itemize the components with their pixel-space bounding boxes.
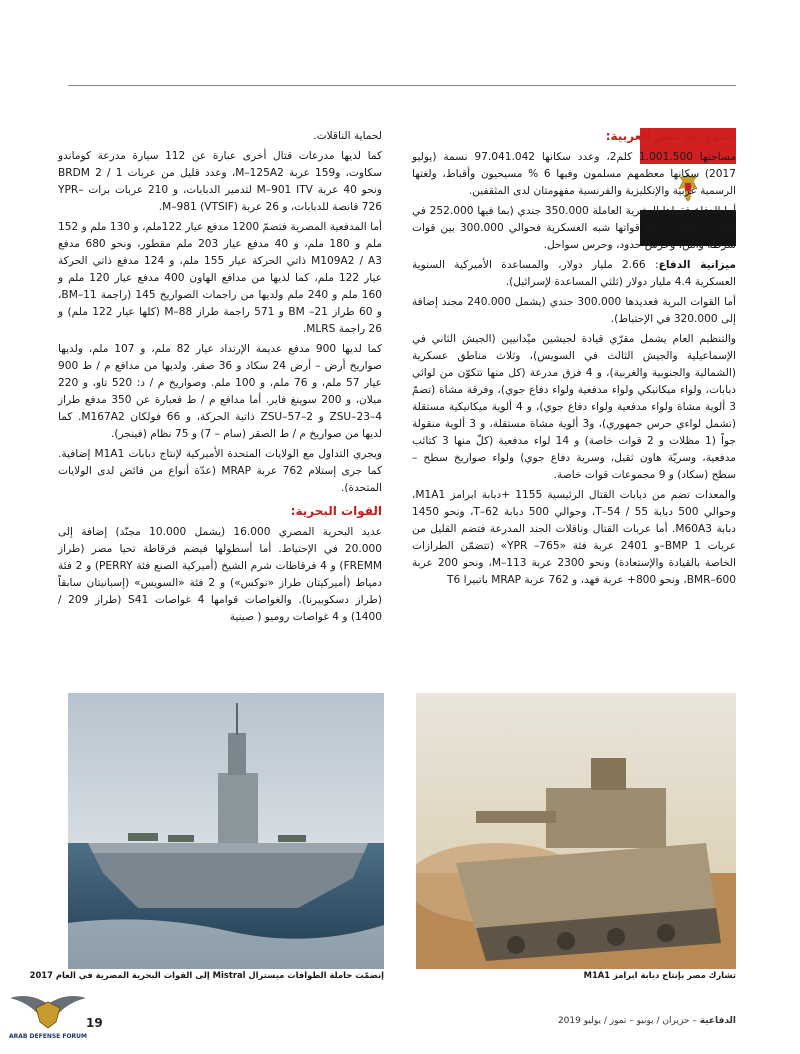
page-number: 19	[86, 1016, 103, 1030]
budget-label: ميزانية الدفاع	[658, 259, 736, 271]
paragraph-ground-forces: أما القوات البرية فعديدها 300.000 جندي (يشمل 240.000 مجند إضافة إلى 320.000 في الإحتياط).	[412, 296, 736, 325]
paragraph-equipment: والمعدات تضم من دبابات القتال الرئيسية 1155 +دبابة ابرامز M1A1، وحوالي 500 دبابة T–54 / 55، وحوالي 500 دبابة T–62، ونحو 1450 دبابة M60A3. أما عربات القتال وناقلات الجند المدرعة فتضم القليل من عربات BMP 1–و 2401 عربة فئة «YPR –765» (تتضمّن الطرازات الخاصة بالقيادة والإستعادة) ونحو 2300 عربة M–113، ونحو 200 عربة BMR–600، ونحو 800+ عربة فهد، و 762 عربة MRAP باتبيرا T6	[412, 489, 737, 586]
ship-photo-caption: إنضمّت حاملة الطوافات ميسترال Mistral إلى القوات البحرية المصرية في العام 2017	[29, 970, 384, 980]
section-title-navy: القوات البحرية:	[290, 504, 382, 518]
magazine-name: الدفاعية	[699, 1016, 736, 1026]
paragraph-us-cooperation: ويجري التداول مع الولايات المتحدة الأميركية لإنتاج دبابات M1A1 إضافية. كما جرى إستلام 762 عربة MRAP (عدّة أنواع من فائض لدى الولايات المتحدة).	[58, 448, 383, 494]
paragraph-manpower: أما الدفاع فقواها البشرية العاملة 350.000 جندي (بما فيها 252.000 في الخدمة الإجبارية. أما قواتها شبه العسكرية فحوالي 300.000 بين قوات شرطة وأمن، وحرس حدود، وحرس سواحل.	[412, 205, 737, 251]
paragraph-tanker-protection: لحماية الناقلات.	[313, 130, 382, 142]
paragraph-organization: والتنظيم العام يشمل مقرّي قيادة لجيشين ميْدانيين (الجيش الثاني في الإسماعيلية والجيش الثالث في السويس)، وثلاث مناطق عسكرية (الشمالية والجنوبية والغربية)، و 4 فرق مدرعة (كل منها تتكوّن من لوائي دبابات، ولواء ميكانيكي ولواء مدفعية ولواء دفاع جوي)، وفرقة مشاة (تضمّ 3 ألوية مشاة ولواء مدفعية ولواء دفاع جوي)، و 4 ألوية ميكانيكية مستقلة (تشمل لواءي حرس جمهوري)، و3 ألوية مشاة مستقلة، و 3 ألوية منقولة جواً (1 مظلات و 2 قوات خاصة) و 14 لواء مدفعية (كلّ منها 3 كتائب مدفعية، وسريّة هاون ثقيل، وسرية دفاع جوي) ولواء صواريخ سطح – سطح (سكاد) و 9 مجموعات قوات خاصة.	[412, 333, 737, 481]
top-rule	[68, 85, 736, 86]
forum-logo-icon	[0, 990, 96, 1050]
section-title-egypt: جمهورية مصر العربية:	[605, 129, 736, 143]
paragraph-budget	[412, 257, 736, 291]
tank-photo-caption: تشارك مصر بإنتاج دبابة ابرامز M1A1	[583, 970, 736, 980]
footer-issue	[558, 1016, 736, 1026]
paragraph-area-population: مساحتها 1.001.500 كلم2، وعدد سكانها 97.041.042 نسمة (يوليو 2017) سكانها معظمهم مسلمون وفيها 6 % مسيحيون وأقباط، ولغتها الرسمية عربية والإنكليزية والفرنسية مفهومتان لدى المثقفين.	[412, 151, 737, 197]
paragraph-armored-vehicles: كما لديها مدرعات قتال أخرى عبارة عن 112 سيارة مدرعة كوماندو سكاوت، و159 عربة M–125A2، وعدد قليل من عربات 1 / BRDM 2 ونحو 40 عربة M–901 ITV لتدمير الدبابات، و 210 عربات برات YPR–726 قانصة للدبابات، و 26 عربة M–981 (VTSIF).	[58, 150, 382, 213]
continued-section	[58, 128, 382, 629]
paragraph-artillery: أما المدفعية المصرية فتضمّ 1200 مدفع عيار 122ملم، و 130 ملم و 152 ملم و 180 ملم، و 40 مدفع عيار 203 ملم مقطور، ونحو 680 مدفع M109A2 / A3 ذاتي الحركة عيار 155 ملم، و 124 مدفع ذاتي الحركة عيار 122 ملم، كما لديها من مدافع الهاون 400 مدفع عيار 120 ملم و 160 ملم و 240 ملم ولديها من راجمات الصواريخ 145 (راجمة BM–11، و 60 طراز BM –21 و 571 راجمة طراز M–88 (كلها عيار 122 ملم) و 26 راجمة MLRS.	[58, 221, 383, 335]
forum-logo-text: ARAB DEFENSE FORUM	[8, 1033, 88, 1040]
egypt-section	[412, 128, 736, 592]
paragraph-navy: عديد البحرية المصري 16.000 (يشمل 10.000 مجنّد) إضافة إلى 20.000 في الإحتياط. أما أسطولها فيضم فرقاطة تحيا مصر (طراز FREMM) و 4 فرقاطات شرم الشيخ (أميركية الصنع فئة PERRY) و 2 فئة دمياط (أميركيتان طراز «نوكس») و 2 فئة «السويس» (إسبانيتان سابقاً (طراز دسكوبيرنا). والغواصات قوامها 4 غواصات S41 (طراز 209 / 1400) و 4 غواصات روميو ( صينية	[58, 526, 383, 623]
budget-text: : 2.66 مليار دولار، والمساعدة الأميركية السنوية العسكرية 4.4 مليار دولار (ثلثي المساعدة لإسرائيل).	[412, 259, 736, 288]
paragraph-air-defense: كما لديها 900 مدفع عديمة الإرتداد عيار 82 ملم، و 107 ملم، ولديها صواريخ أرض – أرض 24 سكاد و 36 صقر. ولديها من مدافع م / ط 900 عيار 57 ملم، و 76 ملم، و 100 ملم. وصواريخ م / د: 520 تاو، و 220 ميلان، و 200 سوينغ فاير. أما مدافع م / ط فعبارة عن 350 مدفع طراز ZSU–23–4 و ZSU–57–2 ذاتية الحركة، و 66 فولكان M167A2. كما لديها من صواريخ م / ط الصقر (سام – 7) و 75 نظام (فينجر).	[58, 343, 382, 440]
mistral-ship-photo	[68, 693, 384, 969]
abrams-tank-photo	[416, 693, 736, 969]
issue-date: – حزيران / يونيو – تموز / يوليو 2019	[557, 1016, 700, 1026]
